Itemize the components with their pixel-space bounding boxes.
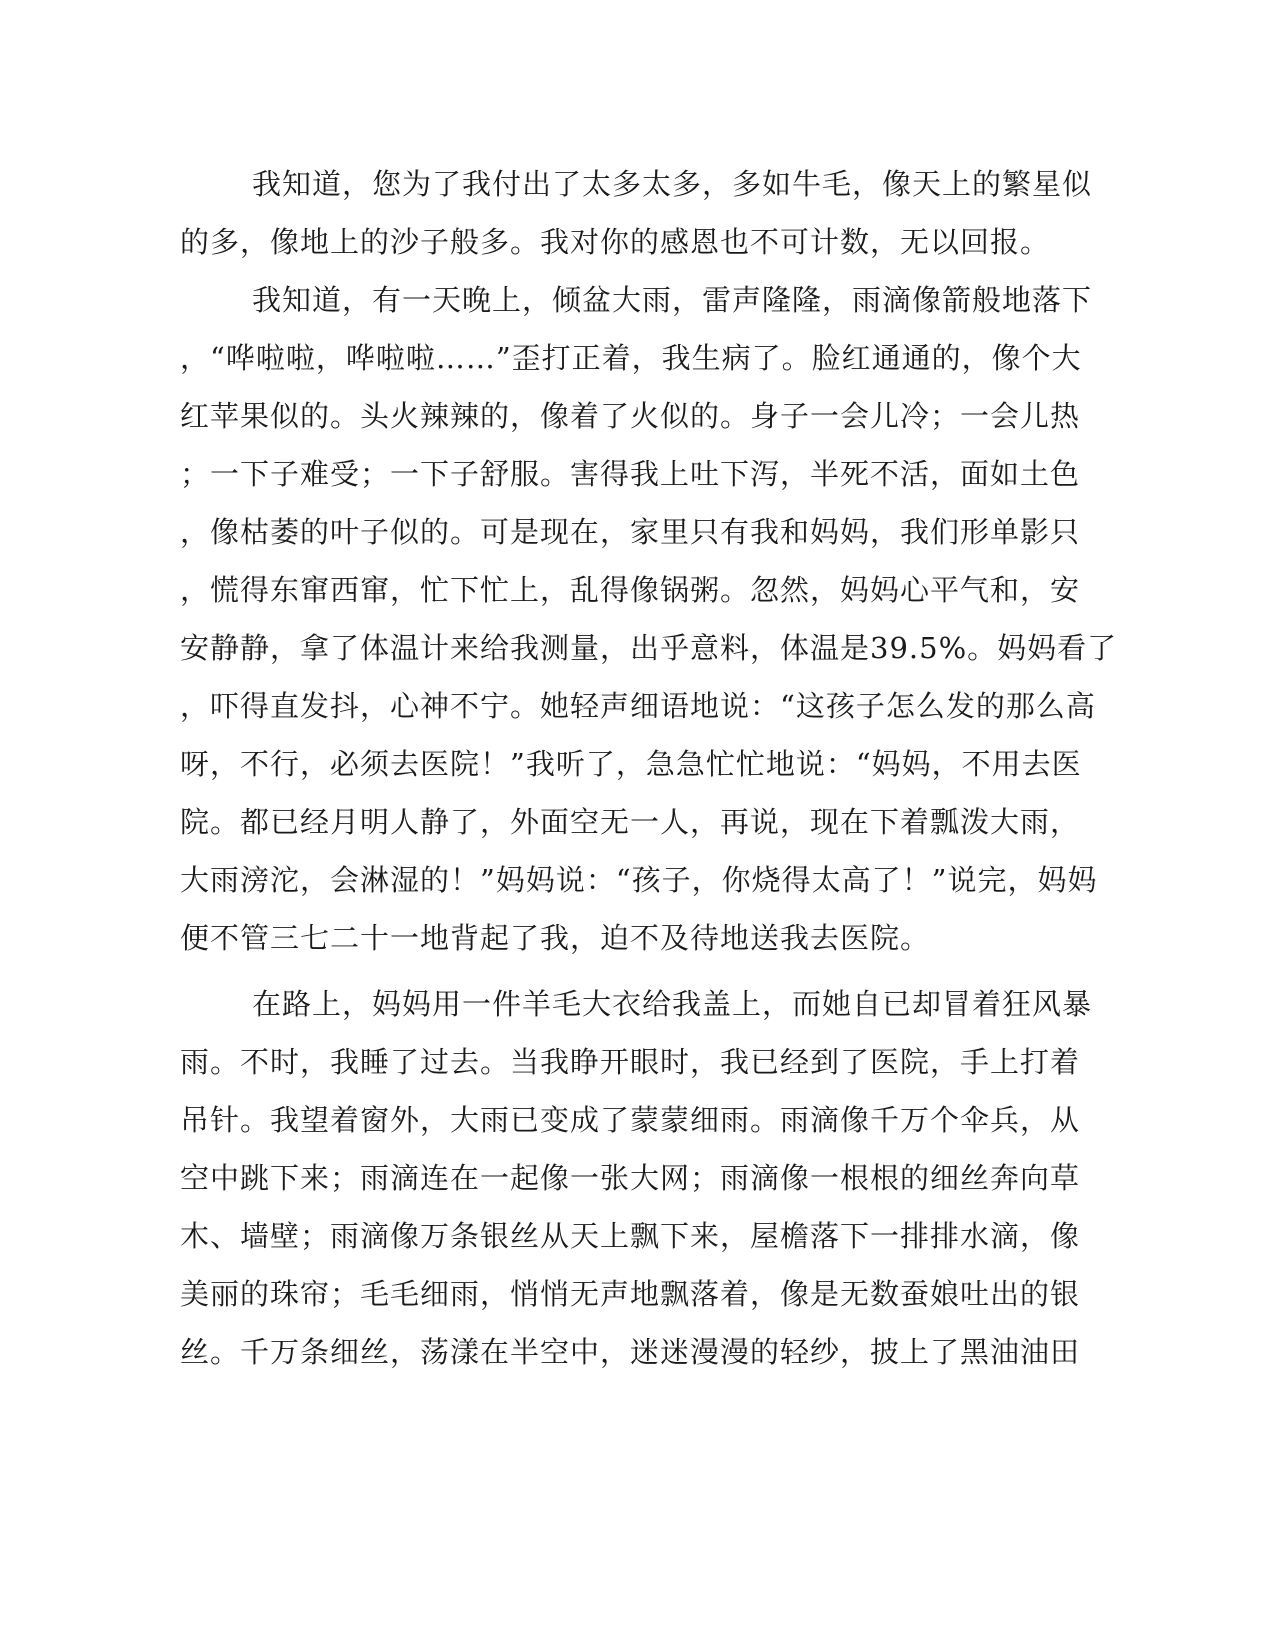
text-line: ；一下子难受；一下子舒服。害得我上吐下泻，半死不活，面如土色 (180, 457, 1081, 491)
text-line: 院。都已经月明人静了，外面空无一人，再说，现在下着瓢泼大雨， (180, 805, 1081, 839)
text-line: 吊针。我望着窗外，大雨已变成了蒙蒙细雨。雨滴像千万个伞兵，从 (180, 1103, 1081, 1137)
text-line: 丝。千万条细丝，荡漾在半空中，迷迷漫漫的轻纱，披上了黑油油田 (180, 1335, 1081, 1369)
text-line: 我知道，有一天晚上，倾盆大雨，雷声隆隆，雨滴像箭般地落下 (252, 283, 1093, 317)
text-line: 红苹果似的。头火辣辣的，像着了火似的。身子一会儿冷；一会儿热 (180, 399, 1081, 433)
text-line: ，吓得直发抖，心神不宁。她轻声细语地说：“这孩子怎么发的那么高 (180, 689, 1096, 723)
text-line: 安静静，拿了体温计来给我测量，出乎意料，体温是39.5%。妈妈看了 (180, 631, 1118, 665)
text-line: 雨。不时，我睡了过去。当我睁开眼时，我已经到了医院，手上打着 (180, 1045, 1081, 1079)
text-line: ，“哗啦啦，哗啦啦……”歪打正着，我生病了。脸红通通的，像个大 (180, 341, 1082, 375)
text-line: 的多，像地上的沙子般多。我对你的感恩也不可计数，无以回报。 (180, 225, 1051, 259)
text-line: ，像枯萎的叶子似的。可是现在，家里只有我和妈妈，我们形单影只 (180, 515, 1081, 549)
text-line: 大雨滂沱，会淋湿的！”妈妈说：“孩子，你烧得太高了！”说完，妈妈 (180, 863, 1098, 897)
text-line: 我知道，您为了我付出了太多太多，多如牛毛，像天上的繁星似 (252, 167, 1093, 201)
text-line: 呀，不行，必须去医院！”我听了，急急忙忙地说：“妈妈，不用去医 (180, 747, 1082, 781)
text-line: 在路上，妈妈用一件羊毛大衣给我盖上，而她自已却冒着狂风暴 (252, 987, 1093, 1021)
text-line: 空中跳下来；雨滴连在一起像一张大网；雨滴像一根根的细丝奔向草 (180, 1161, 1081, 1195)
text-line: 木、墙壁；雨滴像万条银丝从天上飘下来，屋檐落下一排排水滴，像 (180, 1219, 1081, 1253)
text-line: 美丽的珠帘；毛毛细雨，悄悄无声地飘落着，像是无数蚕娘吐出的银 (180, 1277, 1081, 1311)
text-line: 便不管三七二十一地背起了我，迫不及待地送我去医院。 (180, 921, 931, 955)
text-line: ，慌得东窜西窜，忙下忙上，乱得像锅粥。忽然，妈妈心平气和，安 (180, 573, 1081, 607)
